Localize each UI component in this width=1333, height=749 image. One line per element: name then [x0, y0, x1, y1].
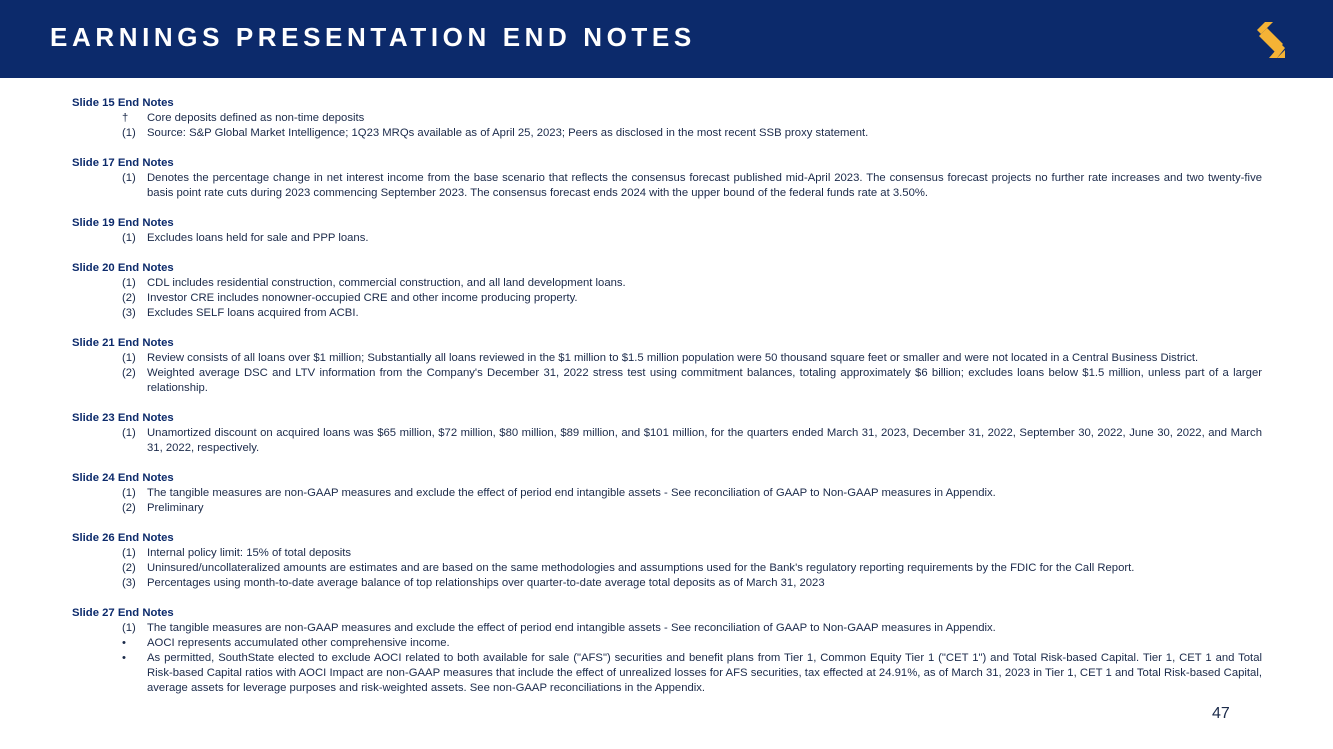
end-note-item: [72, 561, 1262, 576]
end-note-item: [72, 426, 1262, 456]
end-note-item: [72, 651, 1262, 696]
page-number: 47: [1212, 705, 1230, 722]
section-title: Slide 24 End Notes: [72, 472, 174, 484]
note-text: Weighted average DSC and LTV information from the Company's December 31, 2022 stress test using commitment balances, totaling approximately $6 billion; excludes loans below $1.5 million, unless part of a larger relationship.: [147, 367, 1262, 394]
end-note-item: [72, 576, 1262, 591]
note-text: Investor CRE includes nonowner-occupied CRE and other income producing property.: [147, 292, 578, 304]
note-text: Excludes loans held for sale and PPP loans.: [147, 232, 369, 244]
section-title: Slide 20 End Notes: [72, 262, 174, 274]
end-notes-content: [72, 96, 1262, 711]
end-note-item: [72, 546, 1262, 561]
end-notes-section: [72, 471, 1262, 516]
note-marker: (1): [122, 277, 136, 289]
note-marker: (3): [122, 577, 136, 589]
section-title: Slide 21 End Notes: [72, 337, 174, 349]
section-title: Slide 15 End Notes: [72, 97, 174, 109]
end-notes-section: [72, 606, 1262, 696]
note-text: Source: S&P Global Market Intelligence; 1Q23 MRQs available as of April 25, 2023; Peers as disclosed in the most recent SSB proxy statement.: [147, 127, 869, 139]
note-marker: •: [122, 637, 126, 649]
note-marker: (1): [122, 352, 136, 364]
section-title: Slide 23 End Notes: [72, 412, 174, 424]
end-note-item: [72, 171, 1262, 201]
note-marker: †: [122, 112, 129, 124]
end-note-item: [72, 291, 1262, 306]
end-note-item: [72, 231, 1262, 246]
end-note-item: [72, 486, 1262, 501]
section-title: Slide 27 End Notes: [72, 607, 174, 619]
note-text: Unamortized discount on acquired loans was $65 million, $72 million, $80 million, $89 million, and $101 million, for the quarters ended March 31, 2023, December 31, 2022, September 30, 2022, June 30, 2022, and March 31, 2022, respectively.: [147, 427, 1262, 454]
note-text: Denotes the percentage change in net interest income from the base scenario that reflects the consensus forecast published mid-April 2023. The consensus forecast projects no further rate increases and two twenty-five basis point rate cuts during 2023 commencing September 2023. The consensus forecast ends 2024 with the upper bound of the federal funds rate at 3.50%.: [147, 172, 1262, 199]
end-note-item: [72, 501, 1262, 516]
header-bar: [0, 0, 1333, 78]
note-text: As permitted, SouthState elected to exclude AOCI related to both available for sale ("AFS") securities and benefit plans from Tier 1, Common Equity Tier 1 ("CET 1") and Total Risk-based Capital. Tier 1, CET 1 and Total Risk-based Capital ratios with AOCI Impact are non-GAAP measures that include the effect of unrealized losses for AFS securities, tax effected at 24.91%, as of March 31, 2023 in Tier 1, CET 1 and Total Risk-based Capital, average assets for leverage purposes and risk-weighted assets. See non-GAAP reconciliations in the Appendix.: [147, 652, 1262, 694]
section-title: Slide 19 End Notes: [72, 217, 174, 229]
note-marker: (2): [122, 562, 136, 574]
note-marker: (1): [122, 427, 136, 439]
section-title: Slide 17 End Notes: [72, 157, 174, 169]
note-text: The tangible measures are non-GAAP measures and exclude the effect of period end intangible assets - See reconciliation of GAAP to Non-GAAP measures in Appendix.: [147, 487, 996, 499]
end-note-item: [72, 621, 1262, 636]
section-title: Slide 26 End Notes: [72, 532, 174, 544]
note-marker: (1): [122, 127, 136, 139]
end-notes-section: [72, 156, 1262, 201]
end-notes-section: [72, 216, 1262, 246]
end-note-item: [72, 111, 1262, 126]
note-marker: (1): [122, 232, 136, 244]
note-text: Preliminary: [147, 502, 204, 514]
end-notes-section: [72, 336, 1262, 396]
note-text: Core deposits defined as non-time deposits: [147, 112, 365, 124]
note-marker: (1): [122, 172, 136, 184]
note-text: AOCI represents accumulated other comprehensive income.: [147, 637, 450, 649]
end-note-item: [72, 636, 1262, 651]
southstate-s-logo-icon: [1255, 20, 1287, 60]
end-note-item: [72, 126, 1262, 141]
page-title: EARNINGS PRESENTATION END NOTES: [50, 22, 696, 52]
note-marker: (2): [122, 292, 136, 304]
note-text: Review consists of all loans over $1 million; Substantially all loans reviewed in the $1 million to $1.5 million population were 50 thousand square feet or smaller and were not located in a Central Business District.: [147, 352, 1199, 364]
end-notes-section: [72, 96, 1262, 141]
note-text: Internal policy limit: 15% of total deposits: [147, 547, 352, 559]
note-marker: (1): [122, 547, 136, 559]
note-marker: •: [122, 652, 126, 664]
end-note-item: [72, 366, 1262, 396]
end-notes-section: [72, 411, 1262, 456]
note-marker: (2): [122, 502, 136, 514]
note-marker: (1): [122, 622, 136, 634]
note-text: Percentages using month-to-date average balance of top relationships over quarter-to-date average total deposits as of March 31, 2023: [147, 577, 825, 589]
end-notes-section: [72, 261, 1262, 321]
note-marker: (1): [122, 487, 136, 499]
note-marker: (3): [122, 307, 136, 319]
end-note-item: [72, 276, 1262, 291]
note-text: The tangible measures are non-GAAP measures and exclude the effect of period end intangible assets - See reconciliation of GAAP to Non-GAAP measures in Appendix.: [147, 622, 996, 634]
end-note-item: [72, 306, 1262, 321]
end-notes-section: [72, 531, 1262, 591]
note-text: CDL includes residential construction, commercial construction, and all land development loans.: [147, 277, 626, 289]
note-text: Uninsured/uncollateralized amounts are estimates and are based on the same methodologies and assumptions used for the Bank's regulatory reporting requirements by the FDIC for the Call Report.: [147, 562, 1135, 574]
note-text: Excludes SELF loans acquired from ACBI.: [147, 307, 359, 319]
note-marker: (2): [122, 367, 136, 379]
end-note-item: [72, 351, 1262, 366]
